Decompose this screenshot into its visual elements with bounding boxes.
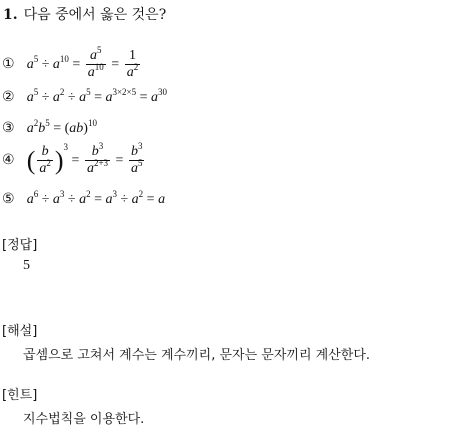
option-marker: ③ bbox=[2, 120, 15, 136]
explanation-text: 곱셈으로 고쳐서 계수는 계수끼리, 문자는 문자끼리 계산한다. bbox=[23, 348, 371, 363]
question-title bbox=[3, 4, 166, 24]
question-text: 다음 중에서 옳은 것은? bbox=[23, 7, 167, 23]
option-4-formula: ( $\frac{b}{a^2}$ )$^3$ = $\frac{b^3}{a^{2+3}}$ = $\frac{b^3}{a^5}$ bbox=[26, 141, 143, 176]
option-marker: ① bbox=[2, 55, 15, 72]
option-5-formula: $a^6 \div a^3 \div a^2 = a^3 \div a^2 = a$ bbox=[26, 189, 166, 207]
option-marker: ② bbox=[2, 89, 15, 105]
option-1[interactable] bbox=[2, 45, 142, 81]
option-3-formula: $a^2b^5 = (ab)^{10}$ bbox=[26, 118, 97, 136]
option-2-formula: $a^5 \div a^2 \div a^5 = a^{3\times 2\times 5} = a^{30}$ bbox=[26, 87, 168, 105]
explanation-label: [해설] bbox=[2, 324, 38, 339]
option-3[interactable] bbox=[2, 120, 97, 137]
option-4[interactable] bbox=[2, 141, 146, 177]
hint-label: [힌트] bbox=[2, 388, 38, 403]
question-number: 1. bbox=[3, 7, 18, 23]
option-2[interactable] bbox=[2, 89, 167, 106]
option-1-formula: $a^5 \div a^{10}$ = $\frac{a^5}{a^{10}}$ = $\frac{1}{a^2}$ bbox=[26, 45, 139, 80]
answer-value: 5 bbox=[23, 258, 30, 273]
option-marker: ④ bbox=[2, 151, 15, 168]
hint-text: 지수법칙을 이용한다. bbox=[23, 412, 145, 427]
option-marker: ⑤ bbox=[2, 191, 15, 207]
answer-label: [정답] bbox=[2, 238, 38, 253]
option-5[interactable] bbox=[2, 191, 165, 208]
